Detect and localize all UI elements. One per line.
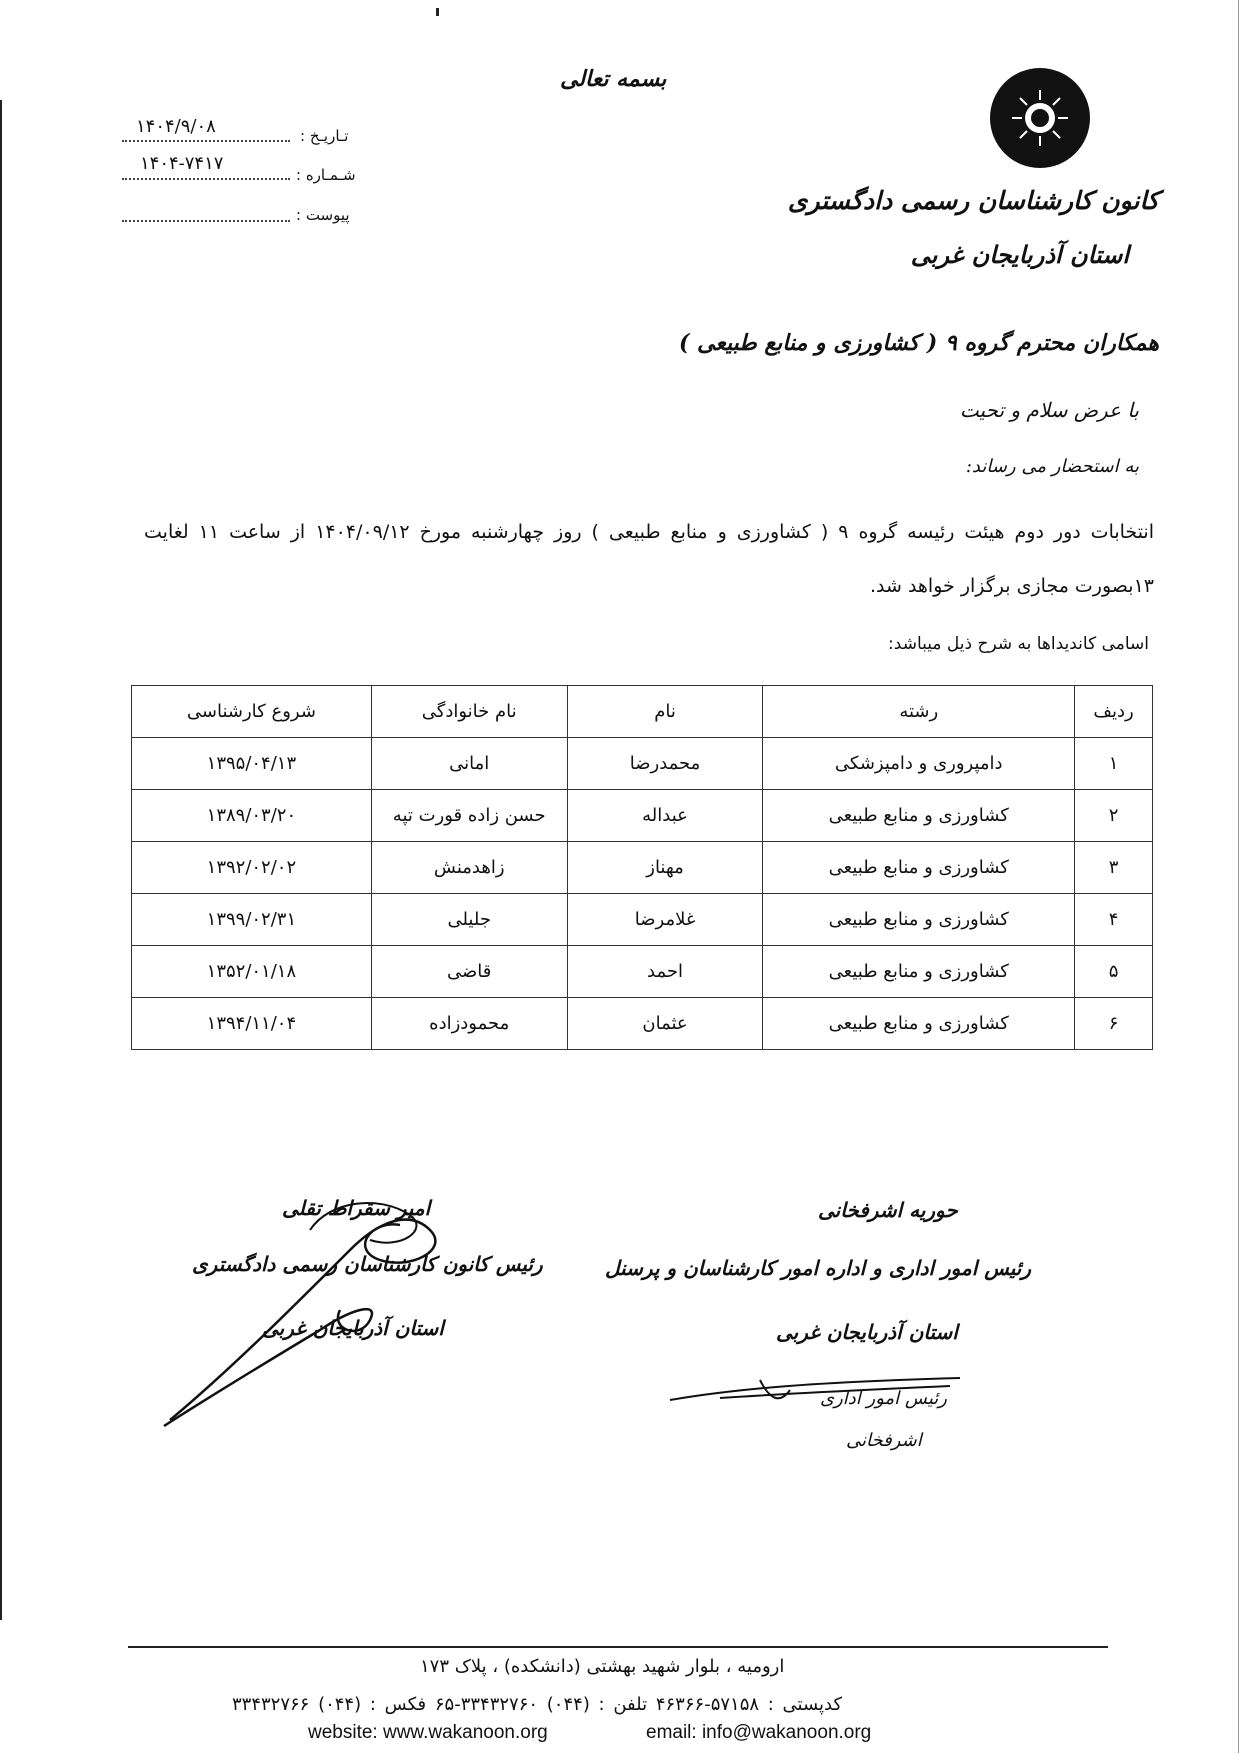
basmala-heading: بسمه تعالی (560, 66, 667, 92)
left-signatory-name: امیر سقراط تقلی (282, 1196, 431, 1220)
row-first-name: غلامرضا (567, 894, 763, 946)
row-field: کشاورزی و منابع طبیعی (763, 946, 1075, 998)
row-field: کشاورزی و منابع طبیعی (763, 842, 1075, 894)
sun-emblem-icon (990, 68, 1090, 168)
row-first-name: مهناز (567, 842, 763, 894)
organization-logo (990, 68, 1090, 168)
row-start-date: ۱۳۹۴/۱۱/۰۴ (132, 998, 372, 1050)
date-value: ۱۴۰۴/۹/۰۸ (136, 116, 216, 137)
organization-name: کانون کارشناسان رسمی دادگستری (787, 186, 1159, 215)
date-dots (122, 140, 290, 142)
row-last-name: امانی (371, 738, 567, 790)
letter-addressee: همکاران محترم گروه ۹ ( کشاورزی و منابع طبیعی ) (678, 330, 1159, 356)
row-last-name: جلیلی (371, 894, 567, 946)
table-row (132, 738, 1153, 790)
attachment-dots (122, 220, 290, 222)
row-index: ۳ (1075, 842, 1153, 894)
attachment-label: پیوست : (296, 206, 350, 224)
row-field: کشاورزی و منابع طبیعی (763, 790, 1075, 842)
header-start-date: شروع کارشناسی (132, 686, 372, 738)
candidates-table (131, 685, 1153, 1050)
table-row (132, 842, 1153, 894)
scan-edge-left (0, 100, 2, 1620)
row-first-name: عثمان (567, 998, 763, 1050)
header-field: رشته (763, 686, 1075, 738)
footer-address: ارومیه ، بلوار شهید بهشتی (دانشکده) ، پلاک ۱۷۳ (420, 1656, 785, 1677)
number-dots (122, 178, 290, 180)
row-index: ۲ (1075, 790, 1153, 842)
row-first-name: محمدرضا (567, 738, 763, 790)
row-start-date: ۱۳۹۲/۰۲/۰۲ (132, 842, 372, 894)
row-last-name: حسن زاده قورت تپه (371, 790, 567, 842)
footer-website[interactable]: website: www.wakanoon.org (308, 1722, 548, 1743)
right-stamp-name: اشرفخانی (846, 1430, 922, 1451)
right-signatory-title: رئیس امور اداری و اداره امور کارشناسان و پرسنل (604, 1256, 1031, 1280)
header-last-name: نام خانوادگی (371, 686, 567, 738)
table-header-row (132, 686, 1153, 738)
row-index: ۵ (1075, 946, 1153, 998)
organization-province: استان آذربایجان غربی (910, 240, 1129, 269)
footer-email[interactable]: email: info@wakanoon.org (646, 1722, 872, 1743)
number-value: ۱۴۰۴-۷۴۱۷ (140, 153, 224, 174)
row-last-name: زاهدمنش (371, 842, 567, 894)
table-row (132, 790, 1153, 842)
left-signatory-title: رئیس کانون کارشناسان رسمی دادگستری (192, 1252, 543, 1276)
row-last-name: محمودزاده (371, 998, 567, 1050)
row-start-date: ۱۳۹۵/۰۴/۱۳ (132, 738, 372, 790)
letter-body: انتخابات دور دوم هیئت رئیسه گروه ۹ ( کشاورزی و منابع طبیعی ) روز چهارشنبه مورخ ۱۴۰۴/۰۹/۱۲ از ساعت ۱۱ لغایت ۱۳بصورت مجازی برگزار خواهد شد. (144, 521, 1154, 597)
row-last-name: قاضی (371, 946, 567, 998)
date-label: تـاریـخ : (300, 127, 349, 145)
row-first-name: عبداله (567, 790, 763, 842)
row-start-date: ۱۳۸۹/۰۳/۲۰ (132, 790, 372, 842)
header-first-name: نام (567, 686, 763, 738)
candidates-intro: اسامی کاندیداها به شرح ذیل میباشد: (888, 634, 1149, 654)
row-index: ۴ (1075, 894, 1153, 946)
table-row (132, 946, 1153, 998)
letter-greeting: با عرض سلام و تحیت (959, 398, 1139, 422)
row-field: کشاورزی و منابع طبیعی (763, 998, 1075, 1050)
row-start-date: ۱۳۹۹/۰۲/۳۱ (132, 894, 372, 946)
row-index: ۱ (1075, 738, 1153, 790)
footer-divider (128, 1646, 1108, 1648)
row-start-date: ۱۳۵۲/۰۱/۱۸ (132, 946, 372, 998)
row-first-name: احمد (567, 946, 763, 998)
scan-mark (436, 8, 439, 16)
letter-inform: به استحضار می رساند: (965, 456, 1139, 477)
left-signature-scribble (150, 1190, 470, 1430)
header-row-index: ردیف (1075, 686, 1153, 738)
footer-contact: کدپستی : ۵۷۱۵۸-۴۶۳۶۶ تلفن : (۰۴۴) ۳۳۴۳۲۷۶۰-۶۵ فکس : (۰۴۴) ۳۳۴۳۲۷۶۶ (232, 1694, 843, 1715)
row-field: کشاورزی و منابع طبیعی (763, 894, 1075, 946)
table-row (132, 894, 1153, 946)
table-row (132, 998, 1153, 1050)
right-stamp-title: رئیس امور اداری (820, 1388, 947, 1409)
row-index: ۶ (1075, 998, 1153, 1050)
row-field: دامپروری و دامپزشکی (763, 738, 1075, 790)
left-signatory-province: استان آذربایجان غربی (262, 1316, 444, 1340)
right-signatory-name: حوریه اشرفخانی (818, 1198, 958, 1222)
number-label: شـمـاره : (296, 166, 356, 184)
right-signatory-province: استان آذربایجان غربی (776, 1320, 958, 1344)
